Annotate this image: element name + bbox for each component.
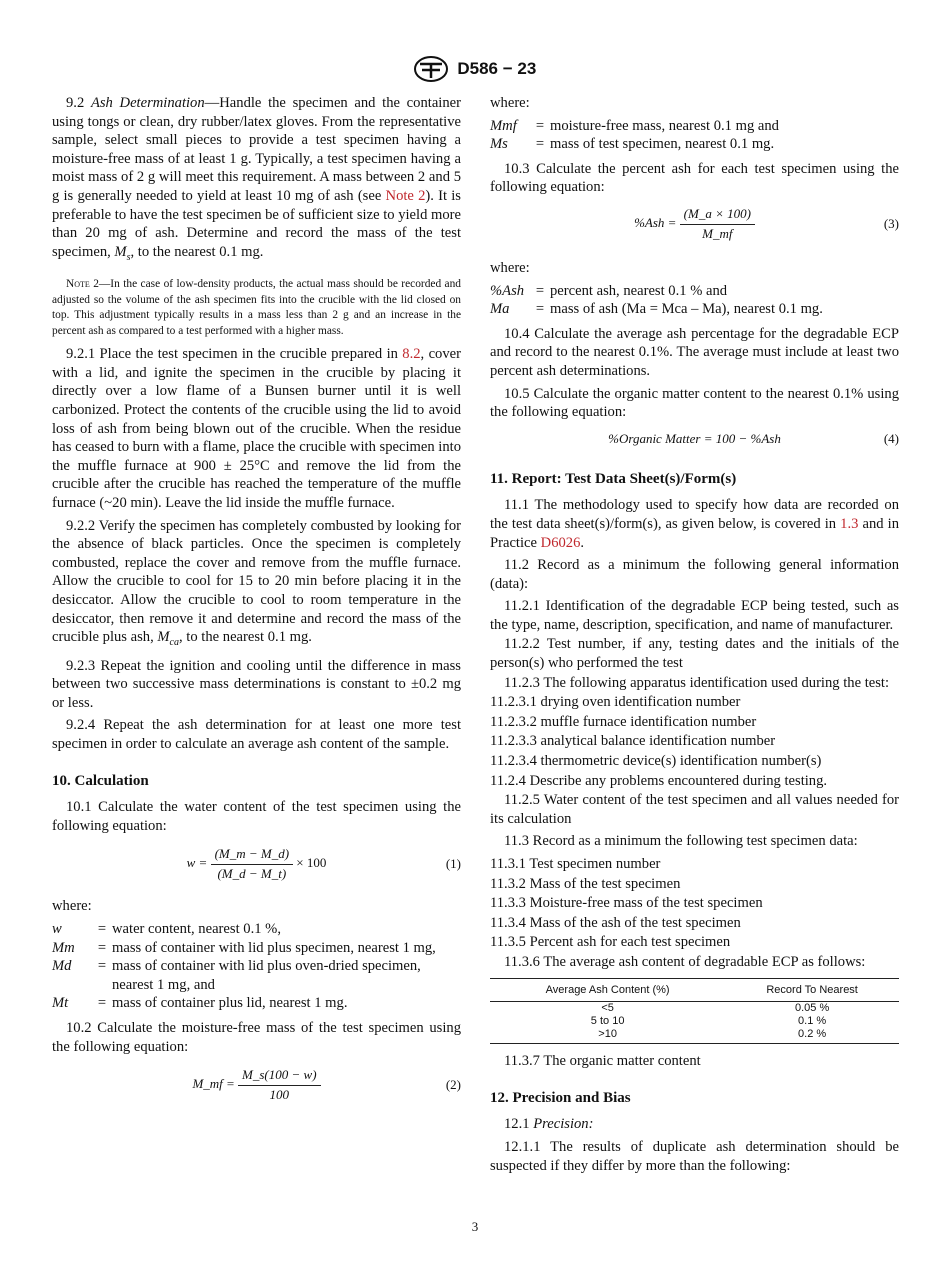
equation-4: %Organic Matter = 100 − %Ash (4) [608, 430, 899, 446]
paragraph-10-2: 10.2 Calculate the moisture-free mass of the test specimen using the following equation: [52, 1019, 461, 1055]
note-2: Note 2—In the case of low-density products, the actual mass should be recorded and adjusted so the volume of the ash specimen fits into the crucible with the lid closed on top. This adjustment typically results in a mass less than 2 g and an increase in the percent ash as compared to a test performed with a higher mass. [52, 278, 462, 337]
table-cell: 0.2 % [725, 1028, 899, 1044]
document-id: D586 − 23 [457, 58, 537, 78]
definitions-2 [490, 117, 899, 154]
right-column [490, 94, 899, 1179]
equation-3: %Ash = $\frac{(M\_a \times 100)}{M\_mf}$ (3) [634, 205, 899, 241]
list-item: 11.2.3.2 muffle furnace identification number [490, 713, 757, 730]
list-11-2 [490, 597, 899, 828]
list-item: 11.2.4 Describe any problems encountered during testing. [490, 772, 828, 789]
definition-row: %Ash = percent ash, nearest 0.1 % and [490, 282, 728, 299]
paragraph-10-4: 10.4 Calculate the average ash percentage for the degradable ECP and record to the nearest 0.1%. The average must include at least two percent ash determinations. [490, 325, 899, 379]
list-11-3 [490, 855, 899, 972]
where-label: where: [490, 95, 530, 111]
list-item: 11.3.5 Percent ash for each test specimen [490, 934, 731, 951]
table-header: Record To Nearest [725, 978, 899, 1002]
d6026-link[interactable]: D6026 [540, 534, 581, 551]
paragraph-9-2-1: 9.2.1 Place the test specimen in the crucible prepared in 8.2, cover with a lid, and ignite the specimen in the crucible by placing it directly over a low flame of a Bunsen burner until it is well carbonized. Protect the contents of the crucible using the lid to avoid loss of ash from being blown out of the crucible. When the residue has ceased to burn with a flame, place the crucible with specimen into the muffle furnace at 900 ± 25°C and remove the lid from the crucible after the crucible has reached the temperature of the muffle furnace (~20 min). Leave the lid inside the muffle furnace. [52, 346, 461, 511]
paragraph-10-1: 10.1 Calculate the water content of the test specimen using the following equation: [52, 799, 461, 834]
equation-1: w = $\frac{(M\_m - M\_d)}{(M\_d - M\_t)}$ × 100 (1) [186, 846, 461, 881]
list-item: 11.2.1 Identification of the degradable ECP being tested, such as the type, name, description, specification, and name of manufacturer. [490, 598, 899, 633]
list-item: 11.2.3.4 thermometric device(s) identification number(s) [490, 753, 822, 770]
table-row [490, 1002, 899, 1016]
paragraph-12-1-1: 12.1.1 The results of duplicate ash determination should be suspected if they differ by more than the following: [490, 1138, 899, 1174]
list-item: 11.3.1 Test specimen number [490, 856, 661, 872]
table-cell: >10 [490, 1028, 725, 1044]
table-cell: 5 to 10 [590, 1015, 625, 1028]
list-item: 11.2.2 Test number, if any, testing dates and the initials of the person(s) who performed the test [490, 636, 899, 672]
astm-logo-icon [414, 56, 448, 82]
definition-row: Mmf = moisture-free mass, nearest 0.1 mg and [490, 117, 779, 134]
definitions-1 [52, 920, 461, 1013]
definition-row: w = water content, nearest 0.1 %, [52, 921, 281, 937]
list-item: 11.3.3 Moisture-free mass of the test specimen [490, 895, 763, 912]
table-row [490, 1015, 899, 1028]
definition-row: Mm = mass of container with lid plus specimen, nearest 1 mg, [52, 939, 436, 956]
definition-row: Ma = mass of ash (Ma = Mca – Ma), nearest 0.1 mg. [490, 301, 823, 318]
paragraph-10-5: 10.5 Calculate the organic matter content to the nearest 0.1% using the following equation: [490, 385, 899, 421]
paragraph-11-2: 11.2 Record as a minimum the following general information (data): [490, 557, 899, 592]
paragraph-9-2-3: 9.2.3 Repeat the ignition and cooling until the difference in mass between two successive mass determinations is constant to ±0.2 mg or less. [52, 657, 461, 711]
where-label: where: [490, 259, 530, 276]
page-number: 3 [471, 1219, 479, 1234]
table-cell: 0.05 % [795, 1002, 830, 1015]
paragraph-9-2: 9.2 Ash Determination—Handle the specimen and the container using tongs or clean, dry rubber/latex gloves. From the representative sample, select small pieces to provide a test specimen having a moisture-free mass of at least 1 g. Typically, a test specimen having a moist mass of 2 g will meet this requirement. A mass between 2 and 5 g is generally needed to yield at least 10 mg of ash (see Note 2). It is preferable to have the test specimen be of sufficient size to yield more than 20 mg of ash. Determine and record the mass of the test specimen, $M_s$, to the nearest 0.1 mg. [52, 95, 462, 263]
paragraph-9-2-4: 9.2.4 Repeat the ash determination for at least one more test specimen in order to calculate an average ash content of the sample. [52, 717, 461, 753]
list-item: 11.3.4 Mass of the ash of the test specimen [490, 914, 741, 931]
table-header: Average Ash Content (%) [490, 978, 725, 1002]
heading-precision: 12. Precision and Bias [490, 1089, 631, 1106]
list-item: 11.2.3.3 analytical balance identification number [490, 733, 776, 750]
heading-calculation: 10. Calculation [52, 772, 149, 789]
note-2-link[interactable]: Note 2 [385, 187, 426, 204]
list-item: 11.2.3.1 drying oven identification number [490, 694, 741, 711]
where-label: where: [52, 898, 92, 915]
table-cell: <5 [601, 1002, 614, 1015]
ash-content-table [490, 978, 899, 1045]
paragraph-11-1: 11.1 The methodology used to specify how data are recorded on the test data sheet(s)/form(s), as given below, is covered in 1.3 and in Practice D6026. [490, 497, 899, 551]
equation-2: M_mf = $\frac{M\_s(100 - w)}{100}$ (2) [192, 1067, 461, 1102]
paragraph-9-2-2: 9.2.2 Verify the specimen has completely combusted by looking for the absence of black particles. Once the specimen is completely combusted, replace the cover and remove from the muffle furnace. Allow the crucible to cool for 15 to 20 min before placing it in the desiccator. Allow the crucible to cool to room temperature in the desiccator, then remove it and determine and record the mass of the crucible plus ash, $M_{ca}$, to the nearest 0.1 mg. [52, 517, 461, 649]
list-item: 11.3.2 Mass of the test specimen [490, 875, 681, 892]
table-row [490, 1028, 899, 1044]
definition-row: Ms = mass of test specimen, nearest 0.1 mg. [490, 136, 775, 153]
paragraph-11-3: 11.3 Record as a minimum the following test specimen data: [504, 833, 858, 850]
section-1-3-link[interactable]: 1.3 [840, 515, 859, 532]
heading-report: 11. Report: Test Data Sheet(s)/Form(s) [490, 470, 737, 487]
list-item: 11.2.5 Water content of the test specimen and all values needed for its calculation [490, 792, 899, 827]
page-header [0, 56, 950, 82]
left-column [52, 94, 461, 1118]
list-item: 11.3.6 The average ash content of degradable ECP as follows: [504, 953, 866, 970]
table-header-row [490, 978, 899, 1002]
definitions-3 [490, 282, 899, 319]
table-cell: 0.1 % [798, 1015, 827, 1028]
paragraph-11-3-7: 11.3.7 The organic matter content [504, 1053, 701, 1070]
section-8-2-link[interactable]: 8.2 [402, 346, 421, 363]
paragraph-10-3: 10.3 Calculate the percent ash for each test specimen using the following equation: [490, 160, 899, 196]
paragraph-12-1: 12.1 Precision: [504, 1116, 594, 1133]
definition-row: Md = mass of container with lid plus oven-dried specimen, nearest 1 mg, and [52, 958, 421, 993]
definition-row: Mt = mass of container plus lid, nearest 1 mg. [52, 995, 348, 1012]
list-item: 11.2.3 The following apparatus identification used during the test: [504, 674, 890, 691]
